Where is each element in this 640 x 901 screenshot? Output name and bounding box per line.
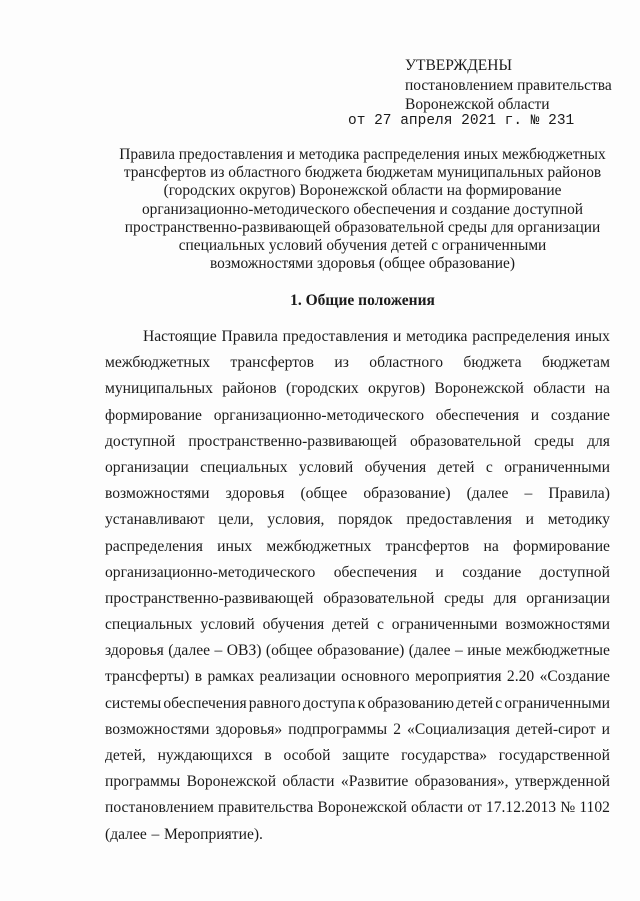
body-word: организационно-методического [213, 406, 425, 424]
body-word: государства» [401, 747, 488, 764]
body-word: обеспечения [163, 694, 247, 712]
body-word: среды [444, 589, 484, 607]
body-line [105, 743, 610, 769]
body-word: обучения [262, 616, 325, 634]
body-line [105, 664, 610, 690]
body-word: ограниченными [504, 458, 610, 476]
body-word: образования», [414, 773, 509, 791]
body-word: программы [105, 773, 181, 791]
body-word: с [376, 616, 384, 634]
body-word: равного [248, 694, 301, 712]
body-word: условия, [267, 511, 325, 529]
body-word: специальных [200, 458, 288, 476]
body-word: трансферты) [105, 668, 190, 686]
body-word: (общее [265, 642, 313, 660]
body-word: межбюджетные [505, 642, 610, 660]
body-word: здоровья [105, 642, 164, 660]
body-word: ОВЗ) [226, 642, 262, 660]
approval-line: Воронежской области [405, 96, 550, 113]
section-body [105, 324, 610, 848]
body-word: трансфертов [230, 354, 314, 372]
body-word: организации [526, 589, 610, 607]
body-word: среды [534, 432, 574, 450]
body-word: рамках [207, 668, 255, 686]
body-word: возможностями [505, 616, 610, 634]
body-word: и [393, 328, 402, 345]
approval-date: от 27 апреля 2021 г. № 231 [348, 113, 575, 129]
body-word: особой [283, 747, 331, 764]
body-line [105, 455, 610, 481]
body-word: 2.20 [506, 668, 535, 686]
body-word: распределения [105, 537, 203, 555]
body-word: Настоящие [143, 328, 217, 345]
body-word: детей [437, 458, 475, 476]
body-word: нуждающихся [157, 747, 253, 764]
body-word: детей-сирот [515, 720, 596, 738]
title-line: (городских округов) Воронежской области на формирование [163, 182, 562, 200]
body-word: в [264, 747, 272, 764]
body-word: № [560, 799, 576, 817]
body-word: доступа [302, 694, 356, 712]
body-word: предоставления [406, 511, 512, 529]
approval-line: УТВЕРЖДЕНЫ [405, 57, 512, 74]
body-word: образование) [363, 485, 451, 503]
body-word: в [194, 668, 203, 686]
body-line [105, 769, 610, 795]
body-word: образование) [317, 642, 405, 660]
body-word: районов [222, 380, 277, 398]
approval-stamp [405, 56, 612, 115]
body-word: трансфертов [385, 537, 470, 555]
body-word: межбюджетных [105, 354, 211, 372]
body-word: Воронежской [434, 380, 524, 398]
body-word: обучения [364, 458, 427, 476]
body-word: распределения [472, 328, 571, 345]
body-word: условий [200, 616, 255, 634]
body-line [105, 560, 610, 586]
body-word: образовательной [409, 432, 522, 450]
body-line [105, 822, 610, 848]
body-word: здоровья» [215, 720, 283, 738]
body-word: формирование [105, 406, 202, 424]
body-word: образованию [367, 694, 455, 712]
body-word: из [334, 354, 349, 372]
body-word: предоставления [282, 328, 389, 345]
body-word: системы [105, 694, 162, 712]
document-title [105, 146, 620, 273]
body-word: (далее [168, 642, 211, 660]
body-word: специальных [105, 616, 193, 634]
body-line [105, 376, 610, 402]
body-word: организационно-методического [105, 563, 316, 581]
body-word: – [214, 642, 223, 660]
body-word: пространственно-развивающей [188, 432, 397, 450]
body-word: детей [456, 694, 494, 712]
body-word: защите [342, 747, 390, 764]
body-word: правительства [218, 799, 314, 817]
body-word: обеспечения [333, 563, 418, 581]
body-word: доступной [105, 432, 176, 450]
body-word: формирование [513, 537, 610, 555]
body-word: иных [217, 537, 253, 555]
title-line: Правила предоставления и методика распределения иных межбюджетных [119, 146, 606, 163]
section-heading: 1. Общие положения [290, 292, 435, 309]
body-word: и [601, 720, 610, 738]
body-word: к [357, 694, 366, 712]
body-word: подпрограммы [288, 720, 388, 738]
body-word: обеспечения [435, 406, 520, 424]
body-word: «Создание [539, 668, 610, 686]
body-line [105, 586, 610, 612]
body-line [105, 795, 610, 821]
body-word: муниципальных [105, 380, 213, 398]
body-word: и [435, 563, 444, 581]
body-word: Правила) [548, 485, 610, 503]
body-word: – [455, 642, 463, 660]
body-word: устанавливают [105, 511, 205, 529]
body-word: пространственно-развивающей [105, 589, 314, 607]
body-line [105, 429, 610, 455]
body-word: Мероприятие). [163, 825, 263, 843]
body-word: на [483, 537, 499, 555]
body-word: округов) [368, 380, 426, 398]
body-line [105, 534, 610, 560]
body-line [105, 612, 610, 638]
title-line: пространственно-развивающей образовательной среды для организации [124, 218, 601, 236]
body-word: 17.12.2013 [485, 799, 557, 817]
body-word: (далее [466, 485, 509, 503]
body-word: ограниченными [391, 616, 498, 634]
body-line [105, 507, 610, 533]
body-word: области [533, 380, 586, 398]
body-word: и [530, 406, 540, 424]
body-word: Воронежской [317, 799, 407, 817]
body-word: бюджетам [541, 354, 610, 372]
body-word: – [151, 825, 160, 843]
body-word: областного [369, 354, 444, 372]
body-word: методика [406, 328, 468, 345]
body-word: области [282, 773, 335, 791]
body-word: порядок [338, 511, 393, 529]
body-word: организации [105, 458, 189, 476]
approval-line: постановлением правительства [405, 76, 612, 94]
body-line [105, 638, 610, 664]
body-word: создание [462, 563, 522, 581]
body-word: возможностями [105, 720, 210, 738]
title-line: трансфертов из областного бюджета бюджетам муниципальных районов [123, 164, 602, 182]
title-line: организационно-методического обеспечения и создание доступной [141, 200, 584, 218]
body-word: области [411, 799, 464, 817]
body-line [105, 717, 610, 743]
body-word: иные [467, 642, 502, 660]
body-word: ограниченными [504, 694, 610, 712]
body-word: 2 [393, 720, 401, 738]
body-word: доступной [539, 563, 610, 581]
body-word: иных [574, 328, 610, 345]
body-word: на [594, 380, 610, 398]
body-word: возможностями [105, 485, 210, 503]
body-word: и [525, 511, 535, 529]
body-word: для [493, 589, 517, 607]
body-word: основного [341, 668, 410, 686]
title-line: возможностями здоровья (общее образование) [210, 255, 515, 273]
body-word: детей, [105, 747, 146, 764]
body-word: детей [332, 616, 370, 634]
body-word: Воронежской [186, 773, 277, 791]
body-word: Правила [221, 328, 278, 345]
body-word: (городских [286, 380, 359, 398]
body-word: постановлением [105, 799, 214, 817]
body-word: с [485, 458, 493, 476]
body-word: методику [547, 511, 610, 529]
body-word: бюджета [463, 354, 522, 372]
body-line [105, 324, 610, 350]
body-line [105, 691, 610, 717]
body-line [105, 403, 610, 429]
body-word: для [587, 432, 610, 450]
body-word: с [495, 694, 503, 712]
body-word: «Социализация [407, 720, 510, 738]
body-word: здоровья [225, 485, 285, 503]
body-word: от [467, 799, 482, 817]
body-word: 1102 [579, 799, 610, 817]
title-line: специальных условий обучения детей с ограниченными [178, 237, 547, 255]
body-word: реализации [259, 668, 336, 686]
body-word: «Развитие [340, 773, 409, 791]
body-word: мероприятия [415, 668, 502, 686]
body-line [105, 481, 610, 507]
body-word: – [524, 485, 533, 503]
body-word: (далее [105, 825, 147, 843]
body-word: условий [298, 458, 354, 476]
body-word: (общее [300, 485, 348, 503]
body-word: (далее [408, 642, 451, 660]
body-word: межбюджетных [266, 537, 372, 555]
body-word: утвержденной [514, 773, 610, 791]
body-word: создание [550, 406, 610, 424]
body-word: государственной [498, 747, 610, 764]
body-line [105, 350, 610, 376]
body-word: образовательной [323, 589, 435, 607]
body-word: цели, [218, 511, 254, 529]
